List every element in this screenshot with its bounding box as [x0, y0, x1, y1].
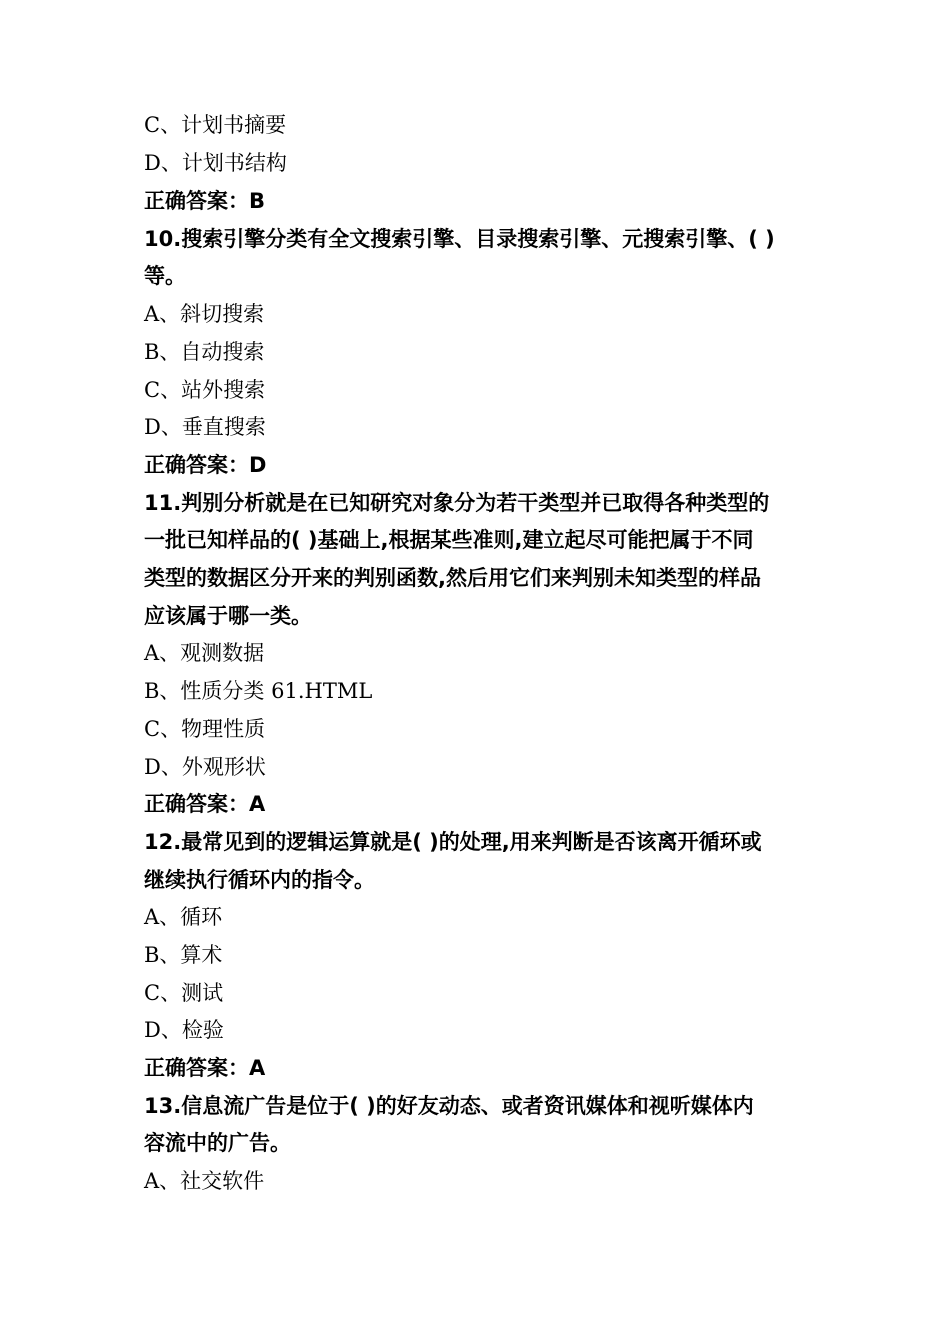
- answer-q9: 正确答案：B: [144, 189, 266, 213]
- option-a-q10: A、斜切搜索: [144, 302, 265, 326]
- question-12-line-2: 继续执行循环内的指令。: [144, 868, 375, 892]
- option-d-q11: D、外观形状: [144, 755, 266, 779]
- question-10-line-1: 10.搜索引擎分类有全文搜索引擎、目录搜索引擎、元搜索引擎、( ): [144, 227, 775, 251]
- answer-q11: 正确答案：A: [144, 792, 266, 816]
- question-13-line-2: 容流中的广告。: [144, 1131, 291, 1155]
- option-c-q11: C、物理性质: [144, 717, 266, 741]
- option-b-q10: B、自动搜索: [144, 340, 265, 364]
- option-d-q12: D、检验: [144, 1018, 224, 1042]
- option-b-q11: B、性质分类 61.HTML: [144, 679, 373, 703]
- option-d-q10: D、垂直搜索: [144, 415, 266, 439]
- question-11-line-1: 11.判别分析就是在已知研究对象分为若干类型并已取得各种类型的: [144, 491, 770, 515]
- option-a-q12: A、循环: [144, 905, 223, 929]
- option-b-q12: B、算术: [144, 943, 223, 967]
- option-a-q11: A、观测数据: [144, 641, 265, 665]
- question-13-line-1: 13.信息流广告是位于( )的好友动态、或者资讯媒体和视听媒体内: [144, 1094, 754, 1118]
- question-11-line-2: 一批已知样品的( )基础上,根据某些准则,建立起尽可能把属于不同: [144, 528, 754, 552]
- option-c-q10: C、站外搜索: [144, 378, 266, 402]
- option-a-q13: A、社交软件: [144, 1169, 265, 1193]
- question-11-line-4: 应该属于哪一类。: [144, 604, 312, 628]
- answer-q10: 正确答案：D: [144, 453, 267, 477]
- question-12-line-1: 12.最常见到的逻辑运算就是( )的处理,用来判断是否该离开循环或: [144, 830, 762, 854]
- option-c-q9: C、计划书摘要: [144, 113, 287, 137]
- option-d-q9: D、计划书结构: [144, 151, 287, 175]
- question-10-line-2: 等。: [144, 264, 186, 288]
- question-11-line-3: 类型的数据区分开来的判别函数,然后用它们来判别未知类型的样品: [144, 566, 761, 590]
- answer-q12: 正确答案：A: [144, 1056, 266, 1080]
- option-c-q12: C、测试: [144, 981, 224, 1005]
